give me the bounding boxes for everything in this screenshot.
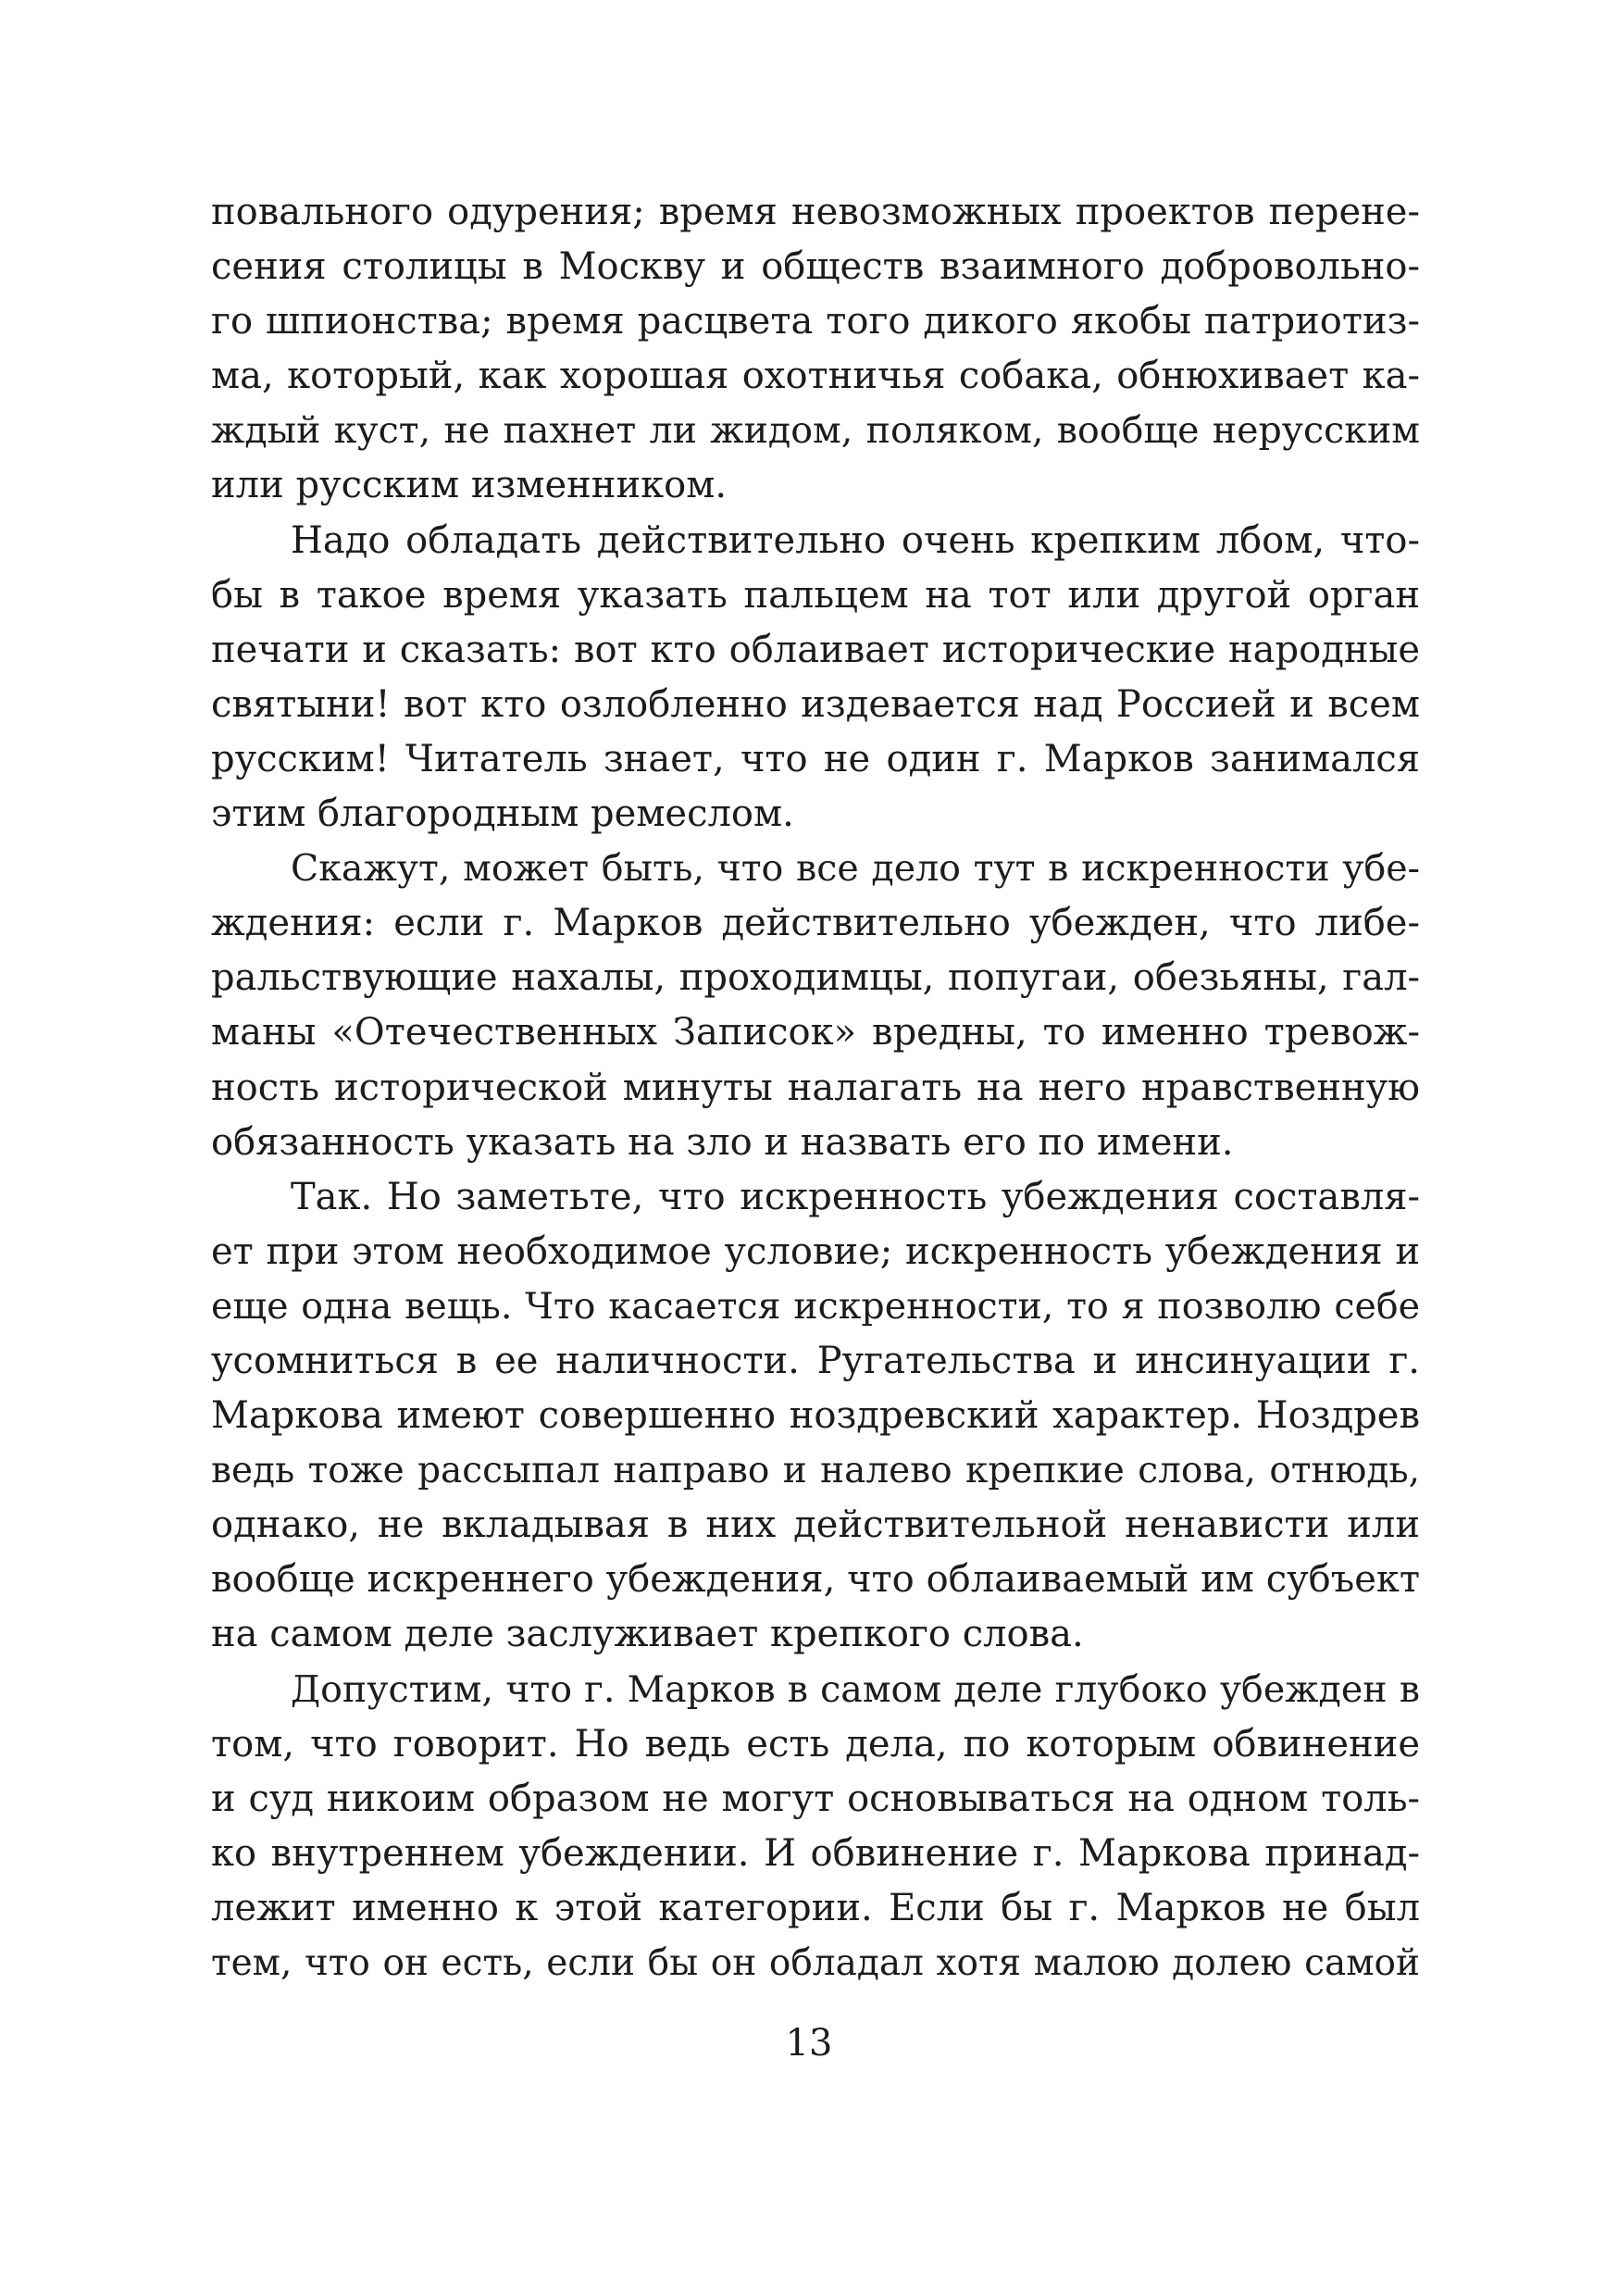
text-line: ведь тоже рассыпал направо и налево крепкие слова, отнюдь, [211, 1450, 1420, 1492]
text-line: Так. Но заметьте, что искренность убеждения составля- [291, 1175, 1420, 1218]
text-line: ность исторической минуты налагать на него нравственную [211, 1066, 1420, 1109]
text-line: Маркова имеют совершенно ноздревский характер. Ноздрев [211, 1394, 1420, 1438]
text-line: ждый куст, не пахнет ли жидом, поляком, вообще нерусским [211, 409, 1420, 453]
text-line: ма, который, как хорошая охотничья собака, обнюхивает ка- [211, 355, 1420, 398]
text-line: бы в такое время указать пальцем на тот или другой орган [211, 573, 1420, 617]
text-line: том, что говорит. Но ведь есть дела, по которым обвинение [211, 1722, 1420, 1766]
text-line: обязанность указать на зло и назвать его по имени. [211, 1120, 1234, 1164]
text-line: еще одна вещь. Что касается искренности, то я позволю себе [211, 1284, 1420, 1328]
text-line: ждения: если г. Марков действительно убежден, что либе- [211, 902, 1420, 945]
text-line: тем, что он есть, если бы он обладал хотя малою долею самой [211, 1942, 1420, 1984]
text-line: этим благородным ремеслом. [211, 792, 794, 836]
paragraph [211, 842, 1420, 1170]
text-line: го шпионства; время расцвета того дикого якобы патриотиз- [211, 300, 1420, 343]
text-line: ко внутреннем убеждении. И обвинение г. Маркова принад- [211, 1831, 1420, 1875]
text-line: ральствующие нахалы, проходимцы, попугаи, обезьяны, гал- [211, 956, 1420, 1000]
text-line: и суд никоим образом не могут основываться на одном толь- [211, 1777, 1420, 1820]
text-line: русским! Читатель знает, что не один г. Марков занимался [211, 737, 1420, 780]
text-line: однако, не вкладывая в них действительной ненависти или [211, 1504, 1420, 1547]
text-line: печати и сказать: вот кто облаивает исторические народные [211, 628, 1420, 671]
body-text [211, 185, 1420, 1990]
text-line: маны «Отечественных Записок» вредны, то именно тревож- [211, 1011, 1420, 1054]
paragraph [211, 1663, 1420, 1991]
text-line: усомниться в ее наличности. Ругательства и инсинуации г. [211, 1339, 1420, 1382]
text-line: ет при этом необходимое условие; искренность убеждения и [211, 1229, 1420, 1273]
text-line: Скажут, может быть, что все дело тут в искренности убе- [291, 847, 1420, 891]
text-line: святыни! вот кто озлобленно издевается над Россией и всем [211, 682, 1420, 726]
paragraph [211, 1170, 1420, 1663]
text-line: Надо обладать действительно очень крепким лбом, что- [291, 518, 1420, 562]
paragraph [211, 514, 1420, 842]
text-line: сения столицы в Москву и обществ взаимного добровольно- [211, 245, 1420, 289]
text-line: повального одурения; время невозможных проектов перене- [211, 191, 1420, 233]
text-line: вообще искреннего убеждения, что облаиваемый им субъект [211, 1558, 1420, 1602]
paragraph [211, 185, 1420, 514]
text-line: лежит именно к этой категории. Если бы г. Марков не был [211, 1886, 1420, 1929]
text-line: на самом деле заслуживает крепкого слова. [211, 1613, 1084, 1656]
page-number: 13 [785, 2022, 833, 2065]
text-line: или русским изменником. [211, 464, 728, 507]
text-line: Допустим, что г. Марков в самом деле глубоко убежден в [291, 1667, 1420, 1711]
